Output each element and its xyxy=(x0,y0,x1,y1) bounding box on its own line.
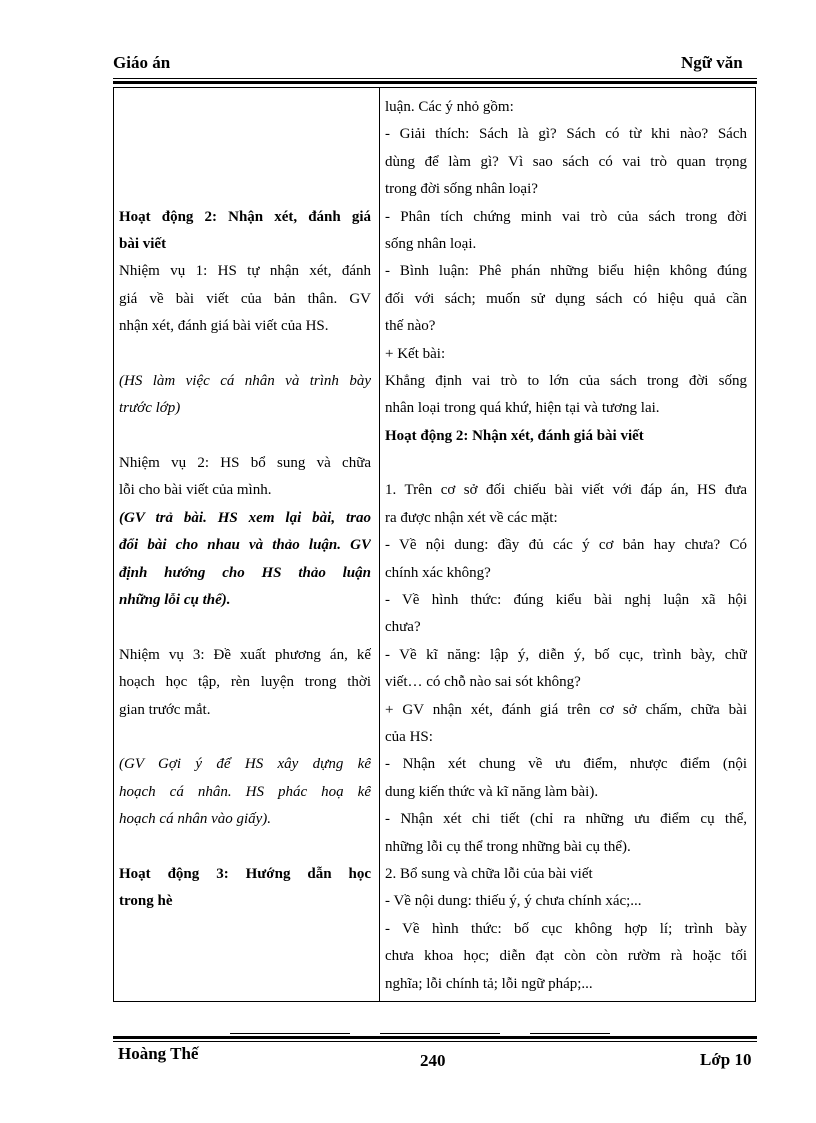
header-rule-thick xyxy=(113,81,757,84)
right-column-line: nghĩa; lỗi chính tả; lỗi ngữ pháp;... xyxy=(385,975,593,992)
right-column-line: - Phân tích chứng minh vai trò của sách trong đời xyxy=(385,208,747,225)
left-column-line: Hoạt động 3: Hướng dẫn học xyxy=(119,865,371,882)
left-column-line: Nhiệm vụ 3: Đề xuất phương án, kế xyxy=(119,646,371,663)
left-column-line xyxy=(119,341,371,368)
footer-rule-thick xyxy=(113,1036,757,1039)
right-column-line: dùng để làm gì? Vì sao sách có vai trò quan trọng xyxy=(385,153,747,170)
left-column-line: bài viết xyxy=(119,235,167,252)
header-subject-label: Giáo án xyxy=(113,53,171,72)
column-divider xyxy=(379,88,380,1001)
right-column-line: những lỗi cụ thể trong những bài cụ thể). xyxy=(385,838,631,855)
right-column-line: + GV nhận xét, đánh giá trên cơ sở chấm, chữa bài xyxy=(385,701,747,718)
footer-rule-thin xyxy=(113,1041,757,1042)
right-column-line: dung kiến thức và kĩ năng làm bài). xyxy=(385,783,599,800)
right-column-line: Khẳng định vai trò to lớn của sách trong đời sống xyxy=(385,372,747,389)
teacher-activities-column xyxy=(119,94,371,916)
right-column-line: - Nhận xét chi tiết (chỉ ra những ưu điểm cụ thể, xyxy=(385,811,747,828)
footer-author: Hoàng Thế xyxy=(118,1044,199,1063)
right-column-line: viết… có chỗ nào sai sót không? xyxy=(385,674,581,691)
left-column-line xyxy=(119,423,371,450)
right-column-line: thế nào? xyxy=(385,318,436,335)
left-column-line: nhận xét, đánh giá bài viết của HS. xyxy=(119,318,329,335)
right-column-line: trong đời sống nhân loại? xyxy=(385,181,538,198)
left-column-line: (GV trả bài. HS xem lại bài, trao xyxy=(119,509,371,526)
left-column-line xyxy=(119,614,371,641)
lesson-table xyxy=(113,87,756,1002)
left-column-line xyxy=(119,724,371,751)
left-column-line xyxy=(119,94,371,121)
right-column-line: - Về hình thức: đúng kiểu bài nghị luận xã hội xyxy=(385,592,747,609)
left-column-line: Nhiệm vụ 2: HS bổ sung và chữa xyxy=(119,455,371,472)
left-column-line: trong hè xyxy=(119,893,173,910)
left-column-line: đổi bài cho nhau và thảo luận. GV xyxy=(119,537,371,554)
right-column-line: đối với sách; muốn sử dụng sách có hiệu quả cần xyxy=(385,290,747,307)
footer-dash-strip xyxy=(230,1033,610,1034)
right-column-line: - Bình luận: Phê phán những biểu hiện không đúng xyxy=(385,263,747,280)
right-column-line: + Kết bài: xyxy=(385,345,446,362)
right-column-line: - Về nội dung: đầy đủ các ý cơ bản hay chưa? Có xyxy=(385,537,747,554)
right-column-line: - Về kĩ năng: lập ý, diễn ý, bố cục, trình bày, chữ xyxy=(385,646,747,663)
right-column-line: chưa? xyxy=(385,619,421,636)
left-column-line xyxy=(119,176,371,203)
right-column-line: luận. Các ý nhỏ gồm: xyxy=(385,99,514,115)
footer-grade: Lớp 10 xyxy=(700,1050,752,1069)
left-column-line: Nhiệm vụ 1: HS tự nhận xét, đánh xyxy=(119,263,371,280)
right-column-line: - Giải thích: Sách là gì? Sách có từ khi nào? Sách xyxy=(385,126,747,143)
left-column-line: hoạch học tập, rèn luyện trong thời xyxy=(119,674,371,691)
right-column-line xyxy=(385,450,747,477)
left-column-line: hoạch cá nhân vào giấy). xyxy=(119,811,272,828)
right-column-line: ra được nhận xét về các mặt: xyxy=(385,509,558,526)
left-column-line: (GV Gợi ý để HS xây dựng kế xyxy=(119,756,371,773)
left-column-line: giá về bài viết của bản thân. GV xyxy=(119,290,371,307)
left-column-line: Hoạt động 2: Nhận xét, đánh giá xyxy=(119,208,371,225)
right-column-line: - Về nội dung: thiếu ý, ý chưa chính xác;... xyxy=(385,893,642,910)
right-column-line: 2. Bổ sung và chữa lỗi của bài viết xyxy=(385,865,593,882)
left-column-line: lỗi cho bài viết của mình. xyxy=(119,482,272,499)
left-column-line: gian trước mắt. xyxy=(119,701,211,718)
right-column-line: - Nhận xét chung về ưu điểm, nhược điểm (nội xyxy=(385,756,747,773)
left-column-line: (HS làm việc cá nhân và trình bày xyxy=(119,372,371,389)
header-course-label: Ngữ văn xyxy=(681,53,743,72)
left-column-line: trước lớp) xyxy=(119,400,181,417)
right-column-line: - Về hình thức: bố cục không hợp lí; trình bày xyxy=(385,920,747,937)
right-column-line: Hoạt động 2: Nhận xét, đánh giá bài viết xyxy=(385,427,644,444)
content-column xyxy=(385,94,747,998)
left-column-line xyxy=(119,149,371,176)
right-column-line: của HS: xyxy=(385,728,433,745)
left-column-line: những lỗi cụ thể). xyxy=(119,592,231,609)
left-column-line: hoạch cá nhân. HS phác hoạ kế xyxy=(119,783,371,800)
page-number: 240 xyxy=(420,1051,446,1070)
right-column-line: chính xác không? xyxy=(385,564,491,581)
left-column-line xyxy=(119,121,371,148)
right-column-line: 1. Trên cơ sở đối chiếu bài viết với đáp án, HS đưa xyxy=(385,482,747,499)
header-rule-thin xyxy=(113,78,757,79)
right-column-line: nhân loại trong quá khứ, hiện tại và tương lai. xyxy=(385,400,660,417)
right-column-line: sống nhân loại. xyxy=(385,235,477,252)
right-column-line: chưa khoa học; diễn đạt còn còn rườm rà hoặc tối xyxy=(385,948,747,965)
left-column-line xyxy=(119,834,371,861)
left-column-line: định hướng cho HS thảo luận xyxy=(119,564,371,581)
